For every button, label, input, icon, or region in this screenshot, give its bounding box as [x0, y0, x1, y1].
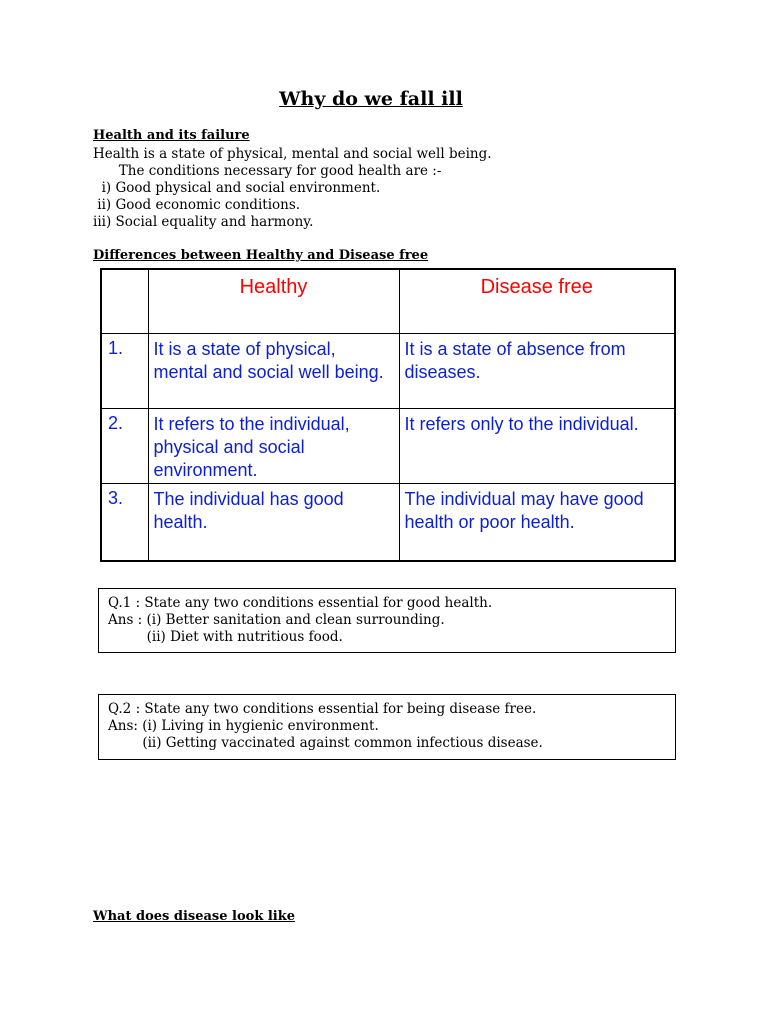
- qa-question: Q.1 : State any two conditions essential for good health.: [108, 595, 493, 611]
- table-header-blank: [101, 269, 148, 333]
- health-line: Health is a state of physical, mental and social well being.: [93, 146, 492, 162]
- differences-table: [100, 268, 676, 562]
- health-line: ii) Good economic conditions.: [93, 197, 301, 213]
- health-line: The conditions necessary for good health are :-: [93, 163, 442, 179]
- qa-box-1: [98, 588, 676, 653]
- healthy-cell: It refers to the individual, physical and social environment.: [148, 408, 399, 483]
- table-row: [101, 333, 675, 408]
- healthy-cell: The individual has good health.: [148, 483, 399, 561]
- row-number: 2.: [101, 408, 148, 483]
- qa-answer: Ans : (i) Better sanitation and clean surrounding.: [108, 612, 445, 628]
- qa-answer: Ans: (i) Living in hygienic environment.: [108, 718, 379, 734]
- disease-free-cell: It refers only to the individual.: [399, 408, 675, 483]
- healthy-cell: It is a state of physical, mental and social well being.: [148, 333, 399, 408]
- table-row: [101, 483, 675, 561]
- health-line: iii) Social equality and harmony.: [93, 214, 314, 230]
- section-heading-health: Health and its failure: [93, 128, 250, 143]
- table-header-healthy: Healthy: [148, 269, 399, 333]
- health-paragraph: [93, 146, 492, 231]
- health-line: i) Good physical and social environment.: [93, 180, 381, 196]
- qa-answer: (ii) Getting vaccinated against common infectious disease.: [108, 735, 543, 751]
- table-header-disease-free: Disease free: [399, 269, 675, 333]
- qa-question: Q.2 : State any two conditions essential for being disease free.: [108, 701, 537, 717]
- table-row: [101, 408, 675, 483]
- table-header-row: [101, 269, 675, 333]
- section-heading-disease: What does disease look like: [93, 909, 296, 924]
- disease-free-cell: It is a state of absence from diseases.: [399, 333, 675, 408]
- qa-answer: (ii) Diet with nutritious food.: [108, 629, 343, 645]
- section-heading-differences: Differences between Healthy and Disease free: [93, 248, 429, 263]
- row-number: 3.: [101, 483, 148, 561]
- row-number: 1.: [101, 333, 148, 408]
- page-title: Why do we fall ill: [279, 88, 463, 110]
- disease-free-cell: The individual may have good health or poor health.: [399, 483, 675, 561]
- qa-box-2: [98, 694, 676, 760]
